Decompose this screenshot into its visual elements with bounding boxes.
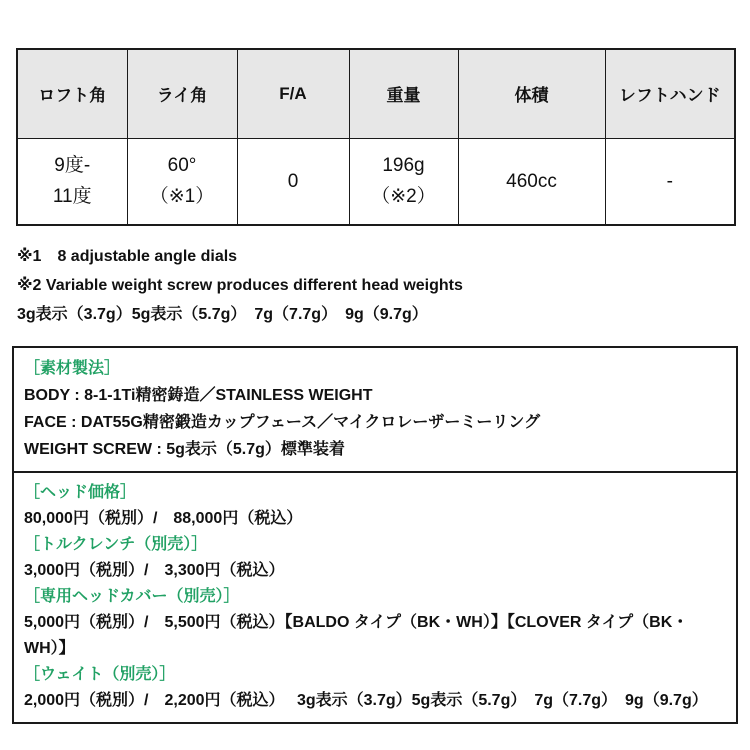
footnote-1: ※1 8 adjustable angle dials <box>17 248 238 265</box>
material-section <box>14 348 736 471</box>
price-section <box>14 471 736 722</box>
cell-line: （※2） <box>371 186 436 208</box>
material-body-line: BODY : 8-1-1Ti精密鋳造／STAINLESS WEIGHT <box>24 387 373 404</box>
cell-left-hand <box>605 138 735 225</box>
cell-line: 460cc <box>506 170 557 192</box>
spec-table-header-row <box>17 49 735 138</box>
col-header-weight: 重量 <box>349 49 458 138</box>
footnote-weight-options: 3g表示（3.7g）5g表示（5.7g） 7g（7.7g） 9g（9.7g） <box>17 306 428 323</box>
torque-wrench-value: 3,000円（税別）/ 3,300円（税込） <box>24 562 285 579</box>
head-price-label: ［ヘッド価格］ <box>24 484 137 501</box>
cell-line: - <box>666 170 673 192</box>
weight-option-value: 2,000円（税別）/ 2,200円（税込） 3g表示（3.7g）5g表示（5.7g） 7g（7.7g） 9g（9.7g） <box>24 692 708 709</box>
torque-wrench-label: ［トルクレンチ（別売）］ <box>24 536 208 553</box>
head-price-value: 80,000円（税別）/ 88,000円（税込） <box>24 510 303 527</box>
cell-volume <box>458 138 605 225</box>
cell-weight <box>349 138 458 225</box>
weight-option-label: ［ウェイト（別売）］ <box>24 666 176 683</box>
col-header-lie-angle: ライ角 <box>127 49 237 138</box>
footnote-2: ※2 Variable weight screw produces different head weights <box>17 277 463 294</box>
col-header-fa: F/A <box>237 49 349 138</box>
footnotes <box>17 242 737 329</box>
cell-lie-angle <box>127 138 237 225</box>
cell-line: （※1） <box>149 186 215 208</box>
cell-loft-angle <box>17 138 127 225</box>
cell-fa <box>237 138 349 225</box>
col-header-left-hand: レフトハンド <box>605 49 735 138</box>
col-header-volume: 体積 <box>458 49 605 138</box>
spec-table <box>16 48 736 226</box>
col-header-loft-angle: ロフト角 <box>17 49 127 138</box>
material-face-line: FACE : DAT55G精密鍛造カップフェース／マイクロレーザーミーリング <box>24 414 541 431</box>
material-weight-screw-line: WEIGHT SCREW : 5g表示（5.7g）標準装着 <box>24 441 345 458</box>
cell-line: 9度- <box>54 155 91 177</box>
spec-table-value-row <box>17 138 735 225</box>
cell-line: 0 <box>287 170 299 192</box>
cell-line: 11度 <box>52 186 92 208</box>
cell-line: 60° <box>167 155 197 177</box>
info-box <box>12 346 738 724</box>
headcover-value: 5,000円（税別）/ 5,500円（税込）【BALDO タイプ（BK・WH）】【CLOVER タイプ（BK・WH）】 <box>24 614 689 657</box>
headcover-label: ［専用ヘッドカバー（別売）］ <box>24 588 240 605</box>
material-section-title: ［素材製法］ <box>24 360 121 377</box>
cell-line: 196g <box>382 155 425 177</box>
